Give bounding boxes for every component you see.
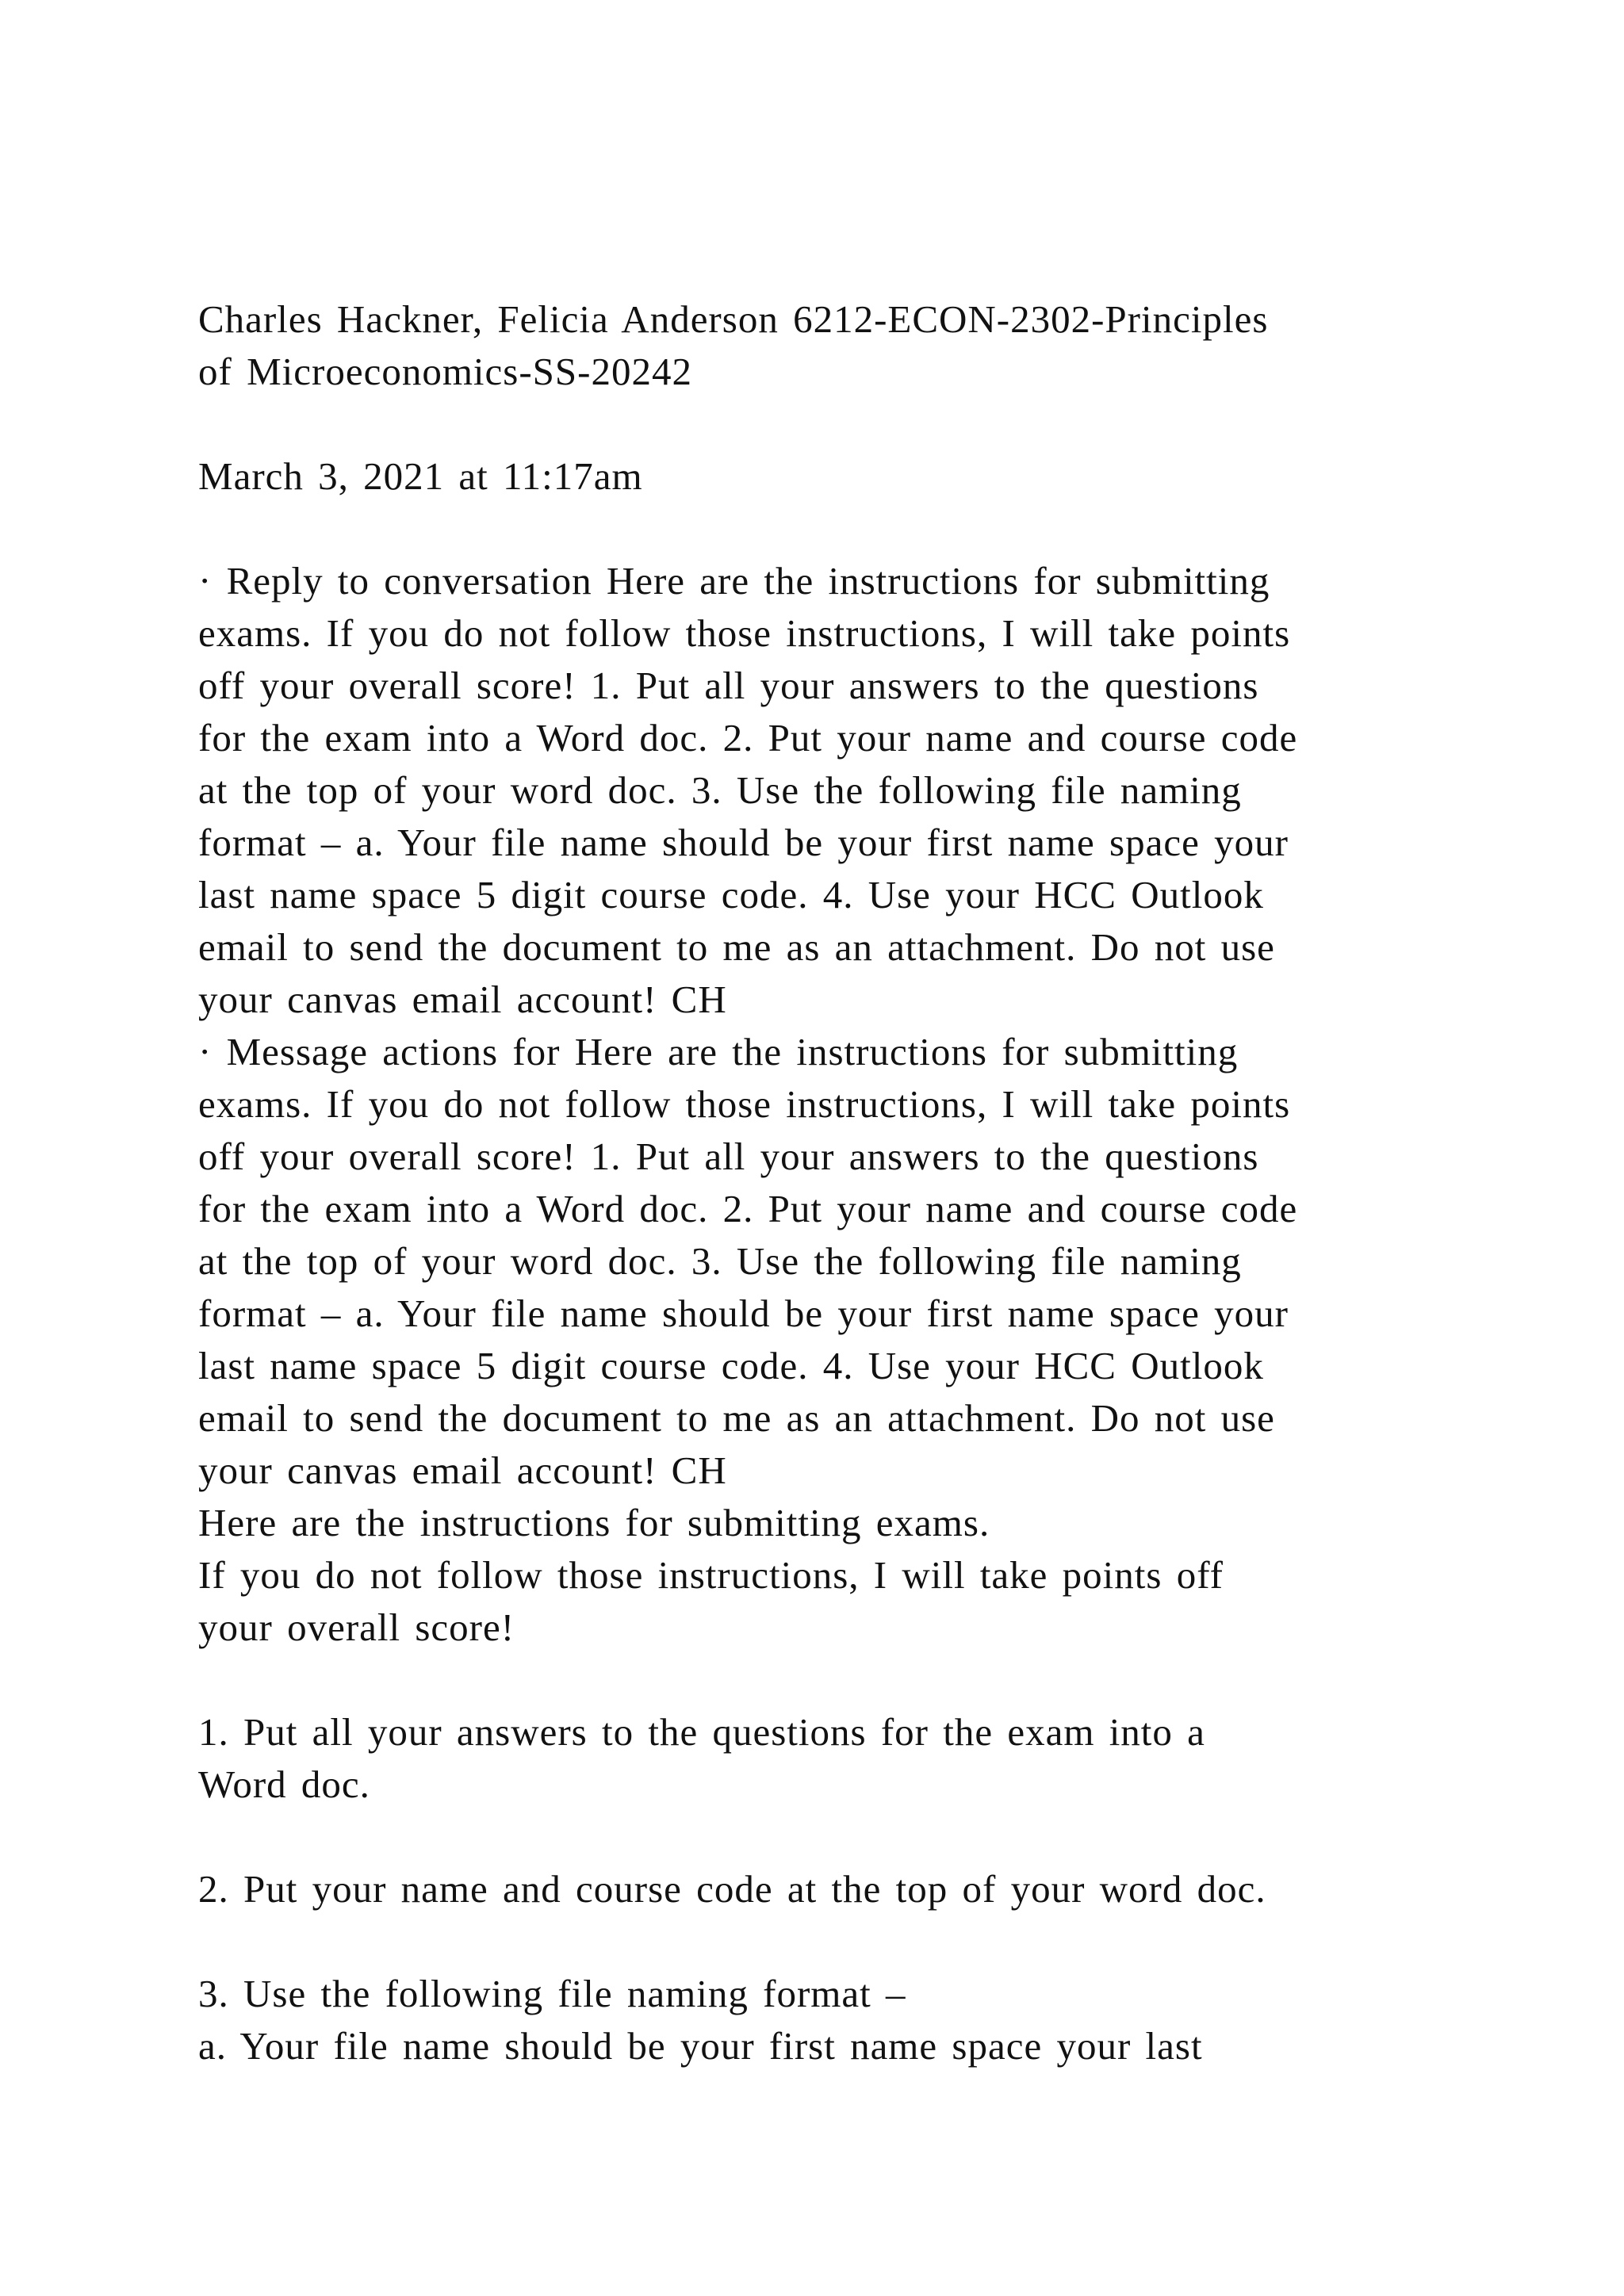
- text-line: your canvas email account! CH: [198, 1448, 727, 1492]
- text-line: exams. If you do not follow those instructions, I will take points: [198, 1082, 1291, 1126]
- text-line: Here are the instructions for submitting exams.: [198, 1501, 990, 1544]
- text-line: [198, 1811, 1435, 1863]
- text-line: [198, 398, 1435, 450]
- text-line: your canvas email account! CH: [198, 978, 727, 1021]
- text-line: [198, 1654, 1435, 1706]
- text-line: a. Your file name should be your first name space your last: [198, 2024, 1203, 2068]
- text-line: off your overall score! 1. Put all your answers to the questions: [198, 664, 1259, 707]
- text-line: format – a. Your file name should be your first name space your: [198, 1292, 1289, 1335]
- text-line: for the exam into a Word doc. 2. Put your name and course code: [198, 1187, 1298, 1230]
- text-line: If you do not follow those instructions, I will take points off: [198, 1553, 1224, 1597]
- text-line: Charles Hackner, Felicia Anderson 6212-ECON-2302-Principles: [198, 297, 1269, 341]
- text-line: at the top of your word doc. 3. Use the following file naming: [198, 1239, 1242, 1283]
- text-line: exams. If you do not follow those instructions, I will take points: [198, 611, 1291, 655]
- text-line: for the exam into a Word doc. 2. Put your name and course code: [198, 716, 1298, 760]
- text-line: last name space 5 digit course code. 4. Use your HCC Outlook: [198, 873, 1264, 916]
- text-line: 2. Put your name and course code at the top of your word doc.: [198, 1867, 1266, 1911]
- text-line: [198, 1915, 1435, 1968]
- text-line: email to send the document to me as an attachment. Do not use: [198, 1396, 1275, 1440]
- text-line: [198, 503, 1435, 555]
- document-body: [198, 293, 1435, 2072]
- text-line: · Message actions for Here are the instructions for submitting: [198, 1030, 1239, 1073]
- text-line: off your overall score! 1. Put all your answers to the questions: [198, 1135, 1259, 1178]
- text-line: last name space 5 digit course code. 4. Use your HCC Outlook: [198, 1344, 1264, 1387]
- text-line: 3. Use the following file naming format –: [198, 1972, 906, 2015]
- text-line: of Microeconomics-SS-20242: [198, 350, 692, 393]
- text-line: Word doc.: [198, 1762, 370, 1806]
- text-line: email to send the document to me as an attachment. Do not use: [198, 925, 1275, 969]
- text-line: March 3, 2021 at 11:17am: [198, 454, 643, 498]
- text-line: your overall score!: [198, 1605, 515, 1649]
- text-line: 1. Put all your answers to the questions for the exam into a: [198, 1710, 1205, 1754]
- text-line: format – a. Your file name should be your first name space your: [198, 821, 1289, 864]
- text-line: · Reply to conversation Here are the instructions for submitting: [198, 559, 1270, 603]
- text-line: at the top of your word doc. 3. Use the following file naming: [198, 768, 1242, 812]
